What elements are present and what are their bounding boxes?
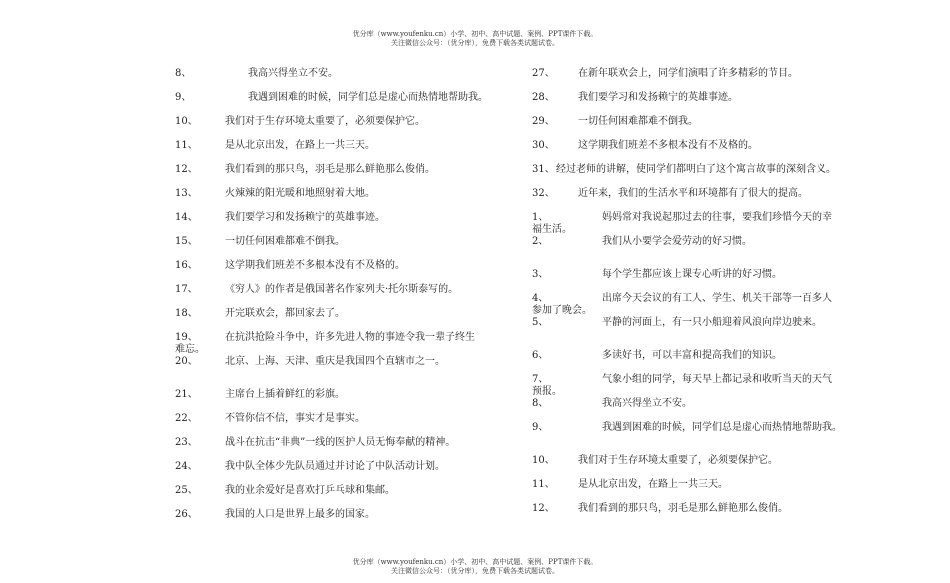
item-text: 不管你信不信，事实才是事实。: [225, 413, 365, 424]
footer-line-2: 关注微信公众号：（优分库），免费下载各类试题试卷。: [391, 567, 559, 575]
item-text: 经过老师的讲解，使同学们都明白了这个寓言故事的深刻含义。: [556, 164, 836, 175]
list-item: [175, 188, 520, 200]
list-item: [532, 140, 877, 152]
list-item: [532, 350, 877, 362]
list-item: [175, 389, 520, 401]
item-number: 26、: [175, 509, 198, 520]
item-text: 我们要学习和发扬赖宁的英雄事迹。: [225, 212, 385, 223]
list-item: [175, 212, 520, 224]
item-text: 一切任何困难都难不倒我。: [225, 236, 345, 247]
item-number: 2、: [532, 236, 549, 247]
list-item: [532, 374, 877, 398]
item-text: 每个学生都应该上课专心听讲的好习惯。: [602, 269, 782, 280]
item-number: 5、: [532, 317, 549, 328]
list-item: [175, 437, 520, 449]
list-item: [175, 260, 520, 272]
list-item: [532, 269, 877, 281]
item-text: 开完联欢会，都回家去了。: [225, 308, 345, 319]
header-line-1: 优分库（www.youfenku.cn）小学、初中、高中试题、案例、PPT课件下载。: [352, 30, 598, 38]
item-text: 平静的河面上，有一只小船迎着风浪向岸边驶来。: [602, 317, 822, 328]
page-footer: [0, 558, 950, 576]
item-text: 我高兴得坐立不安。: [602, 398, 692, 409]
item-text: 我国的人口是世界上最多的国家。: [225, 509, 375, 520]
item-text: 是从北京出发，在路上一共三天。: [578, 479, 728, 490]
page-header: [0, 30, 950, 48]
item-number: 1、: [532, 212, 549, 223]
item-number: 18、: [175, 308, 198, 319]
item-number: 12、: [175, 164, 198, 175]
item-number: 17、: [175, 284, 198, 295]
list-item: [175, 509, 520, 521]
item-number: 27、: [532, 68, 555, 79]
list-item: [532, 293, 877, 317]
item-number: 9、: [175, 92, 192, 103]
item-text: 多读好书，可以丰富和提高我们的知识。: [602, 350, 782, 361]
item-text: 主席台上插着鲜红的彩旗。: [225, 389, 345, 400]
list-item: [175, 284, 520, 296]
list-item: [175, 92, 520, 104]
item-number: 9、: [532, 422, 549, 433]
item-number: 19、: [175, 332, 198, 343]
item-text: 在新年联欢会上，同学们演唱了许多精彩的节目。: [578, 68, 798, 79]
item-text: 我高兴得坐立不安。: [248, 68, 338, 79]
item-number: 25、: [175, 485, 198, 496]
item-number: 10、: [175, 116, 198, 127]
item-text: 我们从小要学会爱劳动的好习惯。: [602, 236, 752, 247]
item-text-continued: 预报。: [532, 386, 562, 397]
item-text: 是从北京出发，在路上一共三天。: [225, 140, 375, 151]
item-text: 战斗在抗击“非典”一线的医护人员无悔奉献的精神。: [225, 437, 456, 448]
item-text: 出席今天会议的有工人、学生、机关干部等一百多人: [602, 293, 832, 304]
item-text: 我们对于生存环境太重要了，必须要保护它。: [225, 116, 425, 127]
item-text: 我们对于生存环境太重要了，必须要保护它。: [578, 455, 778, 466]
list-item: [175, 356, 520, 368]
item-text: 我们看到的那只鸟，羽毛是那么鲜艳那么俊俏。: [225, 164, 435, 175]
list-item: [175, 68, 520, 80]
item-number: 15、: [175, 236, 198, 247]
item-text: 北京、上海、天津、重庆是我国四个直辖市之一。: [225, 356, 445, 367]
item-text: 近年来，我们的生活水平和环境都有了很大的提高。: [578, 188, 808, 199]
item-number: 11、: [175, 140, 198, 151]
item-text: 我们要学习和发扬赖宁的英雄事迹。: [578, 92, 738, 103]
list-item: [532, 116, 877, 128]
item-number: 8、: [175, 68, 192, 79]
footer-line-1: 优分库（www.youfenku.cn）小学、初中、高中试题、案例、PPT课件下载。: [352, 558, 598, 566]
item-number: 6、: [532, 350, 549, 361]
item-number: 4、: [532, 293, 549, 304]
item-text-continued: 参加了晚会。: [532, 305, 592, 316]
item-number: 8、: [532, 398, 549, 409]
list-item: [532, 503, 877, 515]
list-item: [175, 461, 520, 473]
item-number: 11、: [532, 479, 555, 490]
item-text: 我们看到的那只鸟，羽毛是那么鲜艳那么俊俏。: [578, 503, 788, 514]
item-text: 《穷人》的作者是俄国著名作家列夫·托尔斯泰写的。: [225, 284, 459, 295]
item-number: 29、: [532, 116, 555, 127]
item-text: 妈妈常对我说起那过去的往事，要我们珍惜今天的幸: [602, 212, 832, 223]
list-item: [532, 68, 877, 80]
header-line-2: 关注微信公众号：（优分库），免费下载各类试题试卷。: [391, 39, 559, 47]
list-item: [532, 455, 877, 467]
item-text: 我中队全体少先队员通过并讨论了中队活动计划。: [225, 461, 445, 472]
item-text: 气象小组的同学，每天早上都记录和收听当天的天气: [602, 374, 832, 385]
list-item: [175, 140, 520, 152]
item-number: 21、: [175, 389, 198, 400]
list-item: [532, 236, 877, 248]
item-text: 这学期我们班差不多根本没有不及格的。: [578, 140, 758, 151]
item-number: 13、: [175, 188, 198, 199]
list-item: [175, 308, 520, 320]
item-number: 22、: [175, 413, 198, 424]
item-text: 一切任何困难都难不倒我。: [578, 116, 698, 127]
item-text-continued: 福生活。: [532, 224, 572, 235]
item-text: 火辣辣的阳光暖和地照射着大地。: [225, 188, 375, 199]
item-text-continued: 难忘。: [175, 344, 205, 355]
list-item: [175, 485, 520, 497]
item-number: 10、: [532, 455, 555, 466]
list-item: [175, 164, 520, 176]
list-item: [532, 92, 877, 104]
list-item: [175, 413, 520, 425]
list-item: [175, 332, 520, 356]
item-number: 12、: [532, 503, 555, 514]
item-number: 3、: [532, 269, 549, 280]
list-item: [532, 422, 877, 434]
list-item: [175, 236, 520, 248]
list-item: [532, 317, 877, 329]
list-item: [175, 116, 520, 128]
item-number: 31、: [532, 164, 555, 175]
item-text: 我遇到困难的时候，同学们总是虚心而热情地帮助我。: [248, 92, 488, 103]
item-text: 我的业余爱好是喜欢打乒乓球和集邮。: [225, 485, 395, 496]
item-number: 32、: [532, 188, 555, 199]
list-item: [532, 188, 877, 200]
item-number: 7、: [532, 374, 549, 385]
list-item: [532, 212, 877, 236]
item-number: 16、: [175, 260, 198, 271]
item-number: 23、: [175, 437, 198, 448]
item-text: 我遇到困难的时候，同学们总是虚心而热情地帮助我。: [602, 422, 842, 433]
list-item: [532, 398, 877, 410]
item-number: 14、: [175, 212, 198, 223]
item-number: 30、: [532, 140, 555, 151]
item-number: 28、: [532, 92, 555, 103]
list-item: [532, 164, 877, 176]
item-text: 在抗洪抢险斗争中，许多先进人物的事迹令我一辈子终生: [225, 332, 475, 343]
item-text: 这学期我们班差不多根本没有不及格的。: [225, 260, 405, 271]
item-number: 20、: [175, 356, 198, 367]
item-number: 24、: [175, 461, 198, 472]
list-item: [532, 479, 877, 491]
